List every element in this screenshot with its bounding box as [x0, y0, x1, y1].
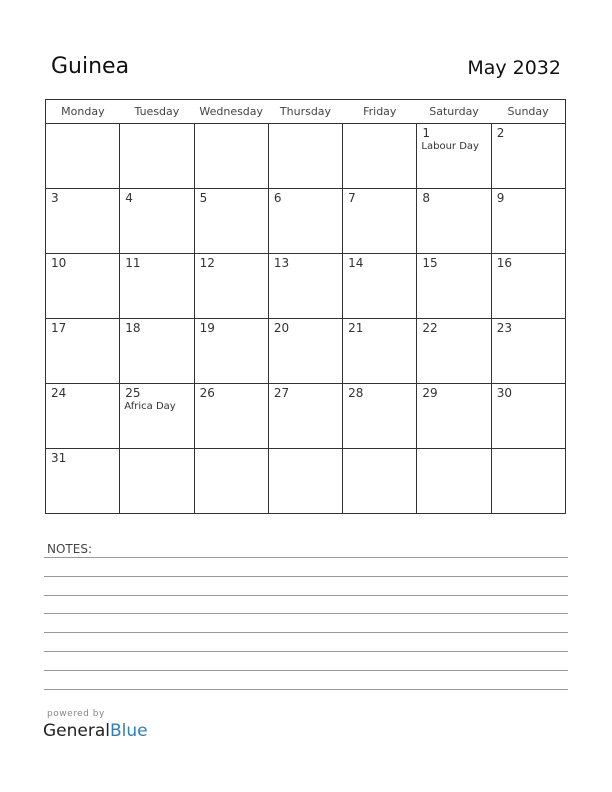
week-row: [46, 189, 566, 254]
weekday-thursday: Thursday: [268, 100, 342, 124]
day-number: 18: [125, 321, 141, 335]
weekday-wednesday: Wednesday: [194, 100, 268, 124]
powered-by-text: powered by: [47, 709, 105, 719]
day-number: 30: [496, 386, 512, 400]
day-number: 17: [51, 321, 67, 335]
day-cell: [343, 449, 417, 514]
day-number: 12: [199, 256, 215, 270]
day-number: 21: [348, 321, 364, 335]
weekday-header-row: [46, 100, 566, 124]
day-cell: [417, 124, 491, 189]
day-number: 8: [422, 191, 431, 205]
day-cell: [343, 124, 417, 189]
day-cell: [120, 384, 194, 449]
week-row: [46, 319, 566, 384]
day-cell: [417, 384, 491, 449]
week-row: [46, 254, 566, 319]
day-cell: [194, 384, 268, 449]
generalblue-logo[interactable]: [43, 721, 148, 741]
day-cell: [46, 384, 120, 449]
day-cell: [194, 319, 268, 384]
day-cell: [343, 254, 417, 319]
day-cell: [417, 449, 491, 514]
day-cell: [46, 319, 120, 384]
day-cell: [46, 124, 120, 189]
day-cell: [343, 319, 417, 384]
week-row: [46, 124, 566, 189]
day-cell: [194, 254, 268, 319]
day-cell: [120, 254, 194, 319]
day-cell: [268, 189, 342, 254]
day-number: 6: [273, 191, 282, 205]
holiday-label: Africa Day: [124, 401, 176, 412]
day-number: 28: [348, 386, 364, 400]
day-cell: [194, 189, 268, 254]
day-cell: [268, 319, 342, 384]
brand-general-text: General: [43, 721, 110, 741]
weekday-sunday: Sunday: [491, 100, 565, 124]
note-line: [44, 595, 568, 596]
day-number: 3: [51, 191, 59, 205]
day-number: 13: [273, 256, 290, 270]
day-number: 23: [496, 321, 512, 335]
day-cell: [120, 189, 194, 254]
day-cell: [268, 254, 342, 319]
day-cell: [120, 319, 194, 384]
day-cell: [491, 124, 565, 189]
week-row: [46, 449, 566, 514]
weekday-friday: Friday: [343, 100, 417, 124]
day-number: 22: [422, 321, 438, 335]
holiday-label: Labour Day: [421, 141, 479, 152]
brand-blue-text: Blue: [110, 721, 148, 741]
day-number: 26: [199, 386, 215, 400]
month-title: May 2032: [467, 57, 561, 79]
day-number: 5: [199, 191, 208, 205]
day-cell: [343, 189, 417, 254]
day-cell: [46, 254, 120, 319]
day-cell: [417, 319, 491, 384]
day-cell: [194, 124, 268, 189]
day-cell: [120, 124, 194, 189]
day-number: 25: [125, 386, 141, 400]
note-line: [44, 632, 568, 633]
day-number: 20: [273, 321, 290, 335]
calendar-grid: [45, 99, 566, 514]
day-number: 7: [348, 191, 356, 205]
day-number: 29: [422, 386, 438, 400]
note-line: [44, 670, 568, 671]
day-cell: [194, 449, 268, 514]
weekday-tuesday: Tuesday: [120, 100, 194, 124]
day-cell: [343, 384, 417, 449]
day-cell: [491, 254, 565, 319]
day-cell: [491, 384, 565, 449]
note-line: [44, 613, 568, 614]
week-row: [46, 384, 566, 449]
day-number: 27: [273, 386, 290, 400]
weekday-saturday: Saturday: [417, 100, 491, 124]
day-number: 14: [348, 256, 364, 270]
day-cell: [268, 449, 342, 514]
day-number: 11: [125, 256, 141, 270]
day-cell: [417, 189, 491, 254]
day-cell: [268, 384, 342, 449]
note-line: [44, 576, 568, 577]
day-number: 1: [422, 126, 431, 140]
day-cell: [491, 189, 565, 254]
day-number: 4: [125, 191, 133, 205]
day-number: 31: [51, 451, 67, 465]
note-line: [44, 651, 568, 652]
day-number: 10: [51, 256, 67, 270]
day-number: 24: [51, 386, 67, 400]
day-number: 19: [199, 321, 215, 335]
country-title: Guinea: [51, 54, 130, 79]
day-number: 15: [422, 256, 438, 270]
day-cell: [417, 254, 491, 319]
day-cell: [120, 449, 194, 514]
day-cell: [491, 449, 565, 514]
day-cell: [268, 124, 342, 189]
note-line: [44, 557, 568, 558]
day-cell: [491, 319, 565, 384]
day-number: 9: [496, 191, 505, 205]
note-line: [44, 689, 568, 690]
day-number: 16: [496, 256, 512, 270]
day-cell: [46, 189, 120, 254]
day-number: 2: [496, 126, 505, 140]
notes-label: NOTES:: [47, 542, 92, 556]
weekday-monday: Monday: [46, 100, 120, 124]
day-cell: [46, 449, 120, 514]
